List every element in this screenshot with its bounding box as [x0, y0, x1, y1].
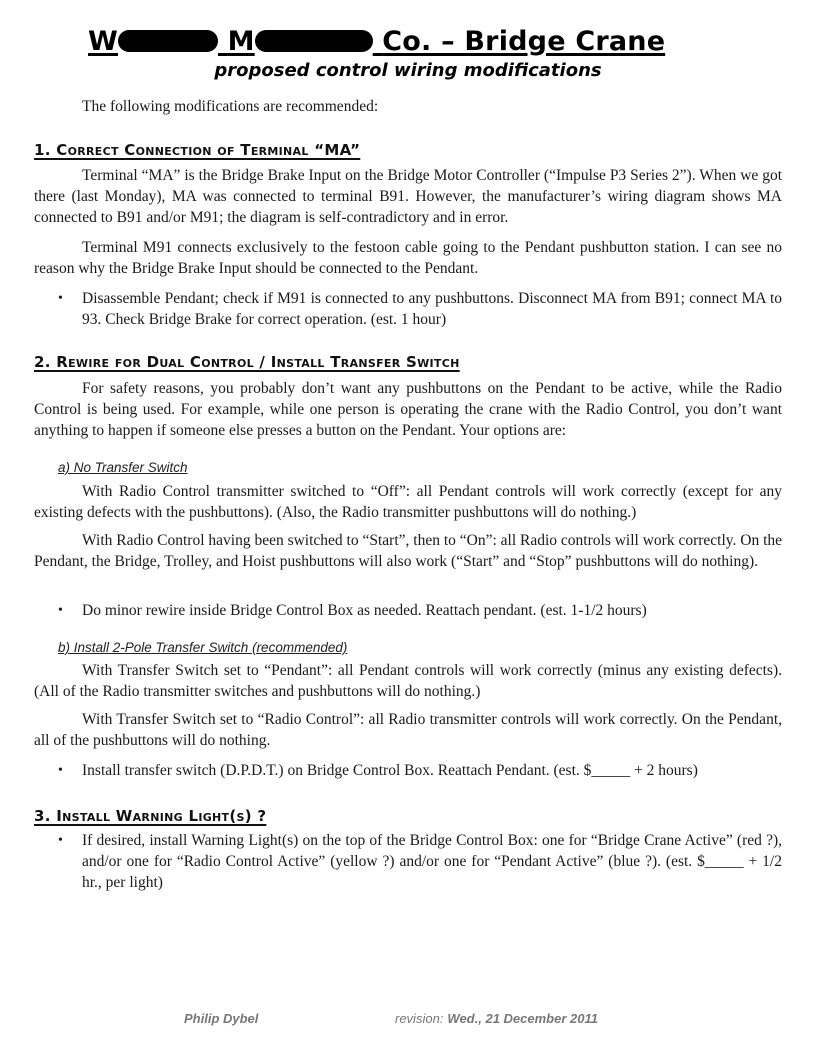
option-a-paragraph: With Radio Control transmitter switched to “Off”: all Pendant controls will work correctly (except for any existing defects with the pushbuttons). (Also, the Radio transmitter pushbuttons will do nothing.) — [34, 483, 782, 521]
option-a-bullet — [58, 600, 782, 621]
revision-date: Wed., 21 December 2011 — [447, 1011, 598, 1026]
bullet-icon: • — [58, 763, 63, 778]
option-b-heading: b) Install 2-Pole Transfer Switch (recommended) — [58, 640, 348, 655]
bullet-text: Do minor rewire inside Bridge Control Box as needed. Reattach pendant. (est. 1-1/2 hours) — [82, 602, 647, 619]
section-heading-2: 2. Rewire for Dual Control / Install Transfer Switch — [34, 353, 460, 371]
option-b-paragraph: With Transfer Switch set to “Radio Control”: all Radio transmitter controls will work correctly. On the Pendant, all of the pushbuttons will do nothing. — [34, 711, 782, 749]
title-text-part: W — [88, 26, 118, 57]
document-title — [88, 26, 728, 58]
section-3-bullet — [58, 830, 782, 893]
redaction-block — [118, 30, 218, 52]
footer-revision — [395, 1011, 598, 1026]
section-2-paragraph: For safety reasons, you probably don’t want any pushbuttons on the Pendant to be active, while the Radio Control is being used. For example, while one person is operating the crane with the Radio Control, you don’t want anything to happen if someone else presses a button on the Pendant. Your options are: — [34, 380, 782, 439]
bullet-icon: • — [58, 603, 63, 618]
intro-text: The following modifications are recommended: — [82, 98, 379, 115]
bullet-text: Disassemble Pendant; check if M91 is connected to any pushbuttons. Disconnect MA from B91; connect MA to 93. Check Bridge Brake for correct operation. (est. 1 hour) — [82, 290, 782, 328]
title-text-part: M — [227, 26, 255, 57]
revision-label: revision: — [395, 1011, 444, 1026]
bullet-icon: • — [58, 833, 63, 848]
title-text-part: Co. – Bridge Crane — [382, 26, 666, 57]
section-1-bullet — [58, 288, 782, 330]
section-heading-3: 3. Install Warning Light(s) ? — [34, 807, 267, 825]
footer-author: Philip Dybel — [184, 1011, 259, 1026]
bullet-icon: • — [58, 291, 63, 306]
bullet-text: Install transfer switch (D.P.D.T.) on Bridge Control Box. Reattach Pendant. (est. $_____ + 2 hours) — [82, 762, 698, 779]
section-1-paragraph: Terminal “MA” is the Bridge Brake Input on the Bridge Motor Controller (“Impulse P3 Series 2”). When we got there (last Monday), MA was connected to terminal B91. However, the manufacturer’s wiring diagram shows MA connected to B91 and/or M91; the diagram is self-contradictory and in error. — [34, 167, 782, 226]
option-a-paragraph: With Radio Control having been switched to “Start”, then to “On”: all Radio controls will work correctly. On the Pendant, the Bridge, Trolley, and Hoist pushbuttons will also work (“Start” and “Stop” pushbuttons will do nothing). — [34, 532, 783, 570]
redaction-block — [255, 30, 373, 52]
section-1-paragraph: Terminal M91 connects exclusively to the festoon cable going to the Pendant pushbutton station. I can see no reason why the Bridge Brake Input should be connected to the Pendant. — [34, 239, 782, 277]
document-subtitle: proposed control wiring modifications — [214, 60, 602, 81]
option-b-bullet — [58, 760, 782, 781]
option-a-heading: a) No Transfer Switch — [58, 460, 188, 475]
section-heading-1: 1. Correct Connection of Terminal “MA” — [34, 141, 361, 159]
option-b-paragraph: With Transfer Switch set to “Pendant”: all Pendant controls will work correctly (minus any existing defects). (All of the Radio transmitter switches and pushbuttons will do nothing.) — [34, 662, 782, 700]
bullet-text: If desired, install Warning Light(s) on the top of the Bridge Control Box: one for “Bridge Crane Active” (red ?), and/or one for “Radio Control Active” (yellow ?) and/or one for “Pendant Active” (blue ?). (est. $_____ + 1/2 hr., per light) — [82, 832, 782, 891]
